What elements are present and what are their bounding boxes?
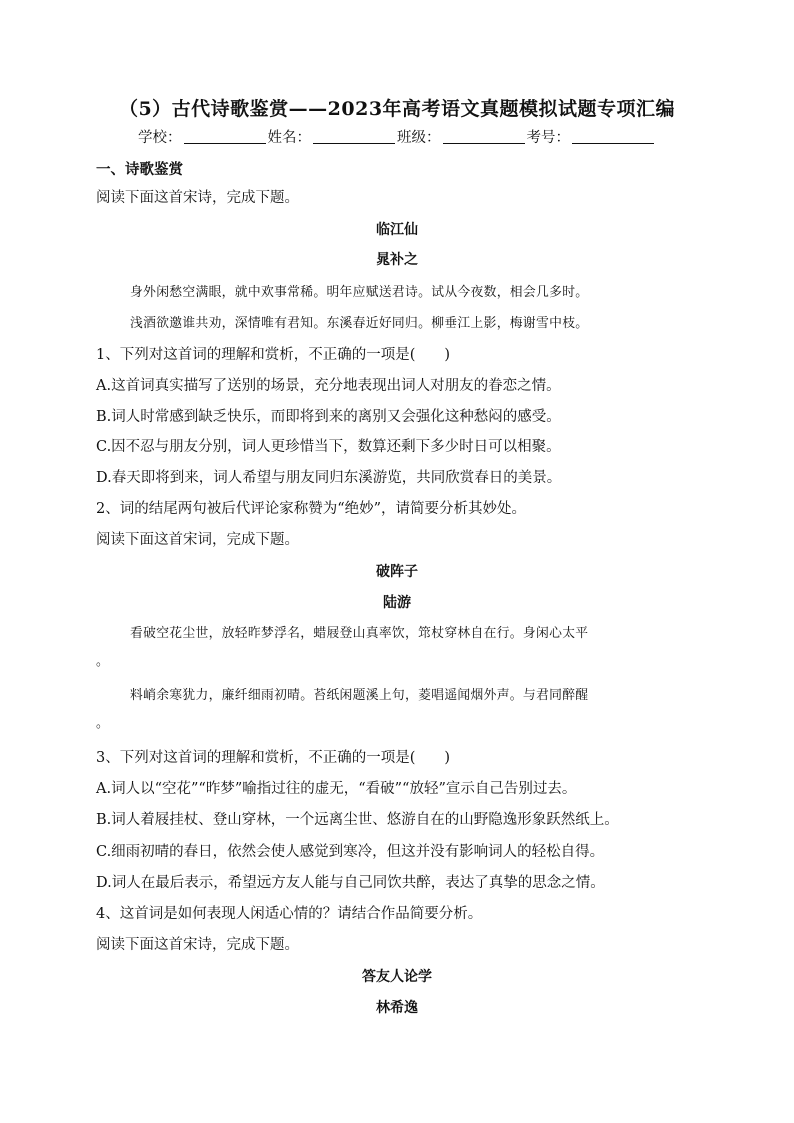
question-1-option-c[interactable]: C.因不忍与朋友分别，词人更珍惜当下，数算还剩下多少时日可以相聚。 (96, 439, 561, 455)
poem1-author: 晁补之 (376, 252, 418, 268)
class-label: 班级： (397, 130, 441, 146)
school-label: 学校： (138, 130, 182, 146)
question-3-option-c[interactable]: C.细雨初晴的春日，依然会使人感觉到寒冷，但这并没有影响词人的轻松自得。 (96, 844, 605, 860)
question-3-option-b[interactable]: B.词人着屐挂杖、登山穿林，一个远离尘世、悠游自在的山野隐逸形象跃然纸上。 (96, 812, 619, 828)
poem2-title: 破阵子 (376, 564, 418, 580)
number-label: 考号： (526, 130, 570, 146)
section-heading: 一、诗歌鉴赏 (96, 161, 183, 178)
question-4: 4、这首词是如何表现人闲适心情的？请结合作品简要分析。 (96, 906, 483, 922)
question-1-option-a[interactable]: A.这首词真实描写了送别的场景，充分地表现出词人对朋友的眷恋之情。 (96, 378, 561, 394)
question-3-option-a[interactable]: A.词人以“空花”“昨梦”喻指过往的虚无，“看破”“放轻”宣示自己告别过去。 (96, 781, 577, 797)
page-title: （5）古代诗歌鉴赏——2023年高考语文真题模拟试题专项汇编 (118, 98, 676, 120)
name-blank[interactable] (313, 129, 395, 144)
poem2-line-2-end: 。 (96, 716, 110, 731)
poem1-line-2: 浅酒欲邀谁共劝，深情唯有君知。东溪春近好同归。柳垂江上影，梅谢雪中枝。 (130, 316, 589, 331)
poem1-line-1: 身外闲愁空满眼，就中欢事常稀。明年应赋送君诗。试从今夜数，相会几多时。 (130, 285, 589, 300)
question-1-option-d[interactable]: D.春天即将到来，词人希望与朋友同归东溪游览，共同欣赏春日的美景。 (96, 470, 562, 486)
poem1-title: 临江仙 (376, 222, 418, 238)
question-2: 2、词的结尾两句被后代评论家称赞为“绝妙”，请简要分析其妙处。 (96, 501, 527, 517)
reading-instruction-3: 阅读下面这首宋诗，完成下题。 (96, 937, 299, 953)
question-3-option-d[interactable]: D.词人在最后表示，希望远方友人能与自己同饮共醉，表达了真挚的思念之情。 (96, 875, 605, 891)
poem2-author: 陆游 (383, 595, 411, 611)
class-blank[interactable] (443, 129, 525, 144)
poem3-author: 林希逸 (376, 1000, 418, 1016)
poem2-line-1: 看破空花尘世，放轻昨梦浮名，蜡屐登山真率饮，筇杖穿林自在行。身闲心太平 (130, 626, 589, 641)
poem2-line-2: 料峭余寒犹力，廉纤细雨初晴。苔纸闲题溪上句，菱唱遥闻烟外声。与君同醉醒 (130, 688, 589, 703)
name-label: 姓名： (267, 130, 311, 146)
number-blank[interactable] (572, 129, 654, 144)
reading-instruction-2: 阅读下面这首宋词，完成下题。 (96, 532, 299, 548)
reading-instruction-1: 阅读下面这首宋诗，完成下题。 (96, 190, 299, 206)
question-1-stem: 1、下列对这首词的理解和赏析，不正确的一项是( ) (96, 347, 451, 363)
student-info-row (0, 126, 794, 147)
school-blank[interactable] (184, 129, 266, 144)
question-1-option-b[interactable]: B.词人时常感到缺乏快乐，而即将到来的离别又会强化这种愁闷的感受。 (96, 409, 561, 425)
question-3-stem: 3、下列对这首词的理解和赏析，不正确的一项是( ) (96, 750, 451, 766)
poem2-line-1-end: 。 (96, 654, 110, 669)
poem3-title: 答友人论学 (362, 969, 432, 985)
